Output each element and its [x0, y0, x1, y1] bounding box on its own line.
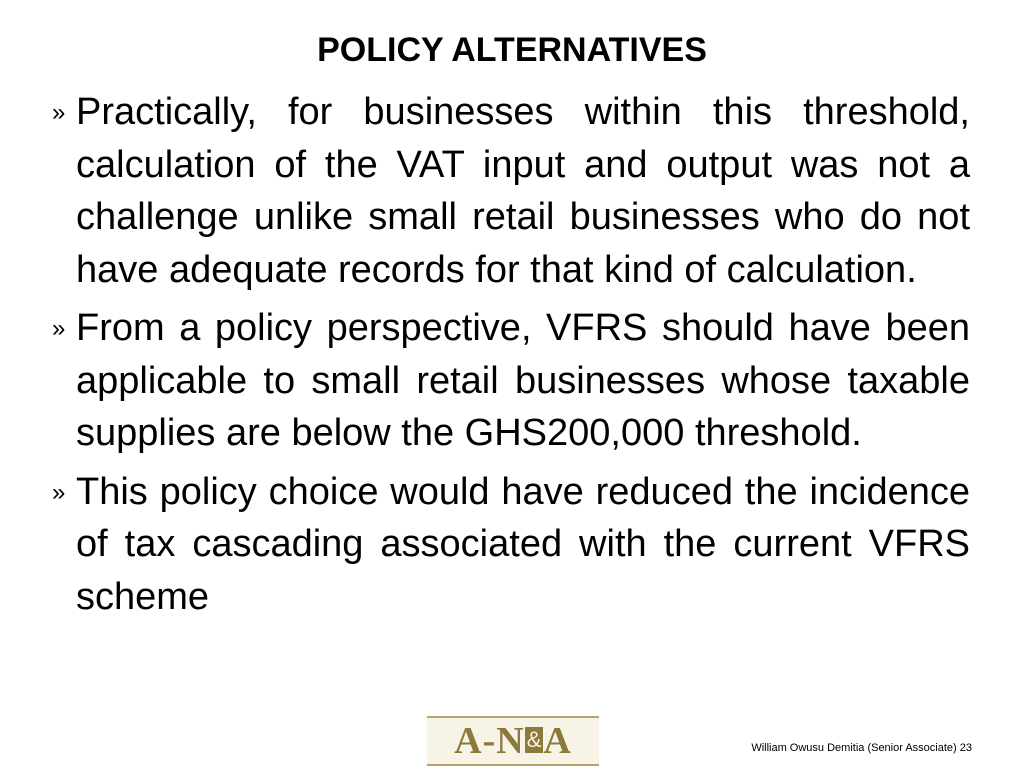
slide-footer: William Owusu Demitia (Senior Associate) 23	[751, 742, 972, 754]
logo-ampersand: &	[526, 727, 542, 752]
bullet-text: Practically, for businesses within this threshold, calculation of the VAT input and output was not a challenge unlike small retail businesses who do not have adequate records for that kind of calculation.	[76, 91, 970, 291]
bullet-item	[52, 466, 970, 624]
bullet-marker-icon: »	[52, 99, 66, 126]
bullet-item	[52, 302, 970, 460]
bullet-marker-icon: »	[52, 478, 66, 506]
slide-title: POLICY ALTERNATIVES	[317, 31, 707, 69]
bullet-list	[52, 86, 970, 629]
bullet-item	[52, 86, 970, 296]
bullet-text: From a policy perspective, VFRS should have been applicable to small retail businesses whose taxable supplies are below the GHS200,000 threshold.	[76, 307, 970, 454]
company-logo	[427, 716, 599, 766]
logo-text-right: A	[543, 720, 572, 762]
logo-text-left: A-N	[454, 720, 525, 762]
bullet-marker-icon: »	[52, 315, 66, 342]
bullet-text: This policy choice would have reduced the incidence of tax cascading associated with the current VFRS scheme	[76, 470, 970, 618]
